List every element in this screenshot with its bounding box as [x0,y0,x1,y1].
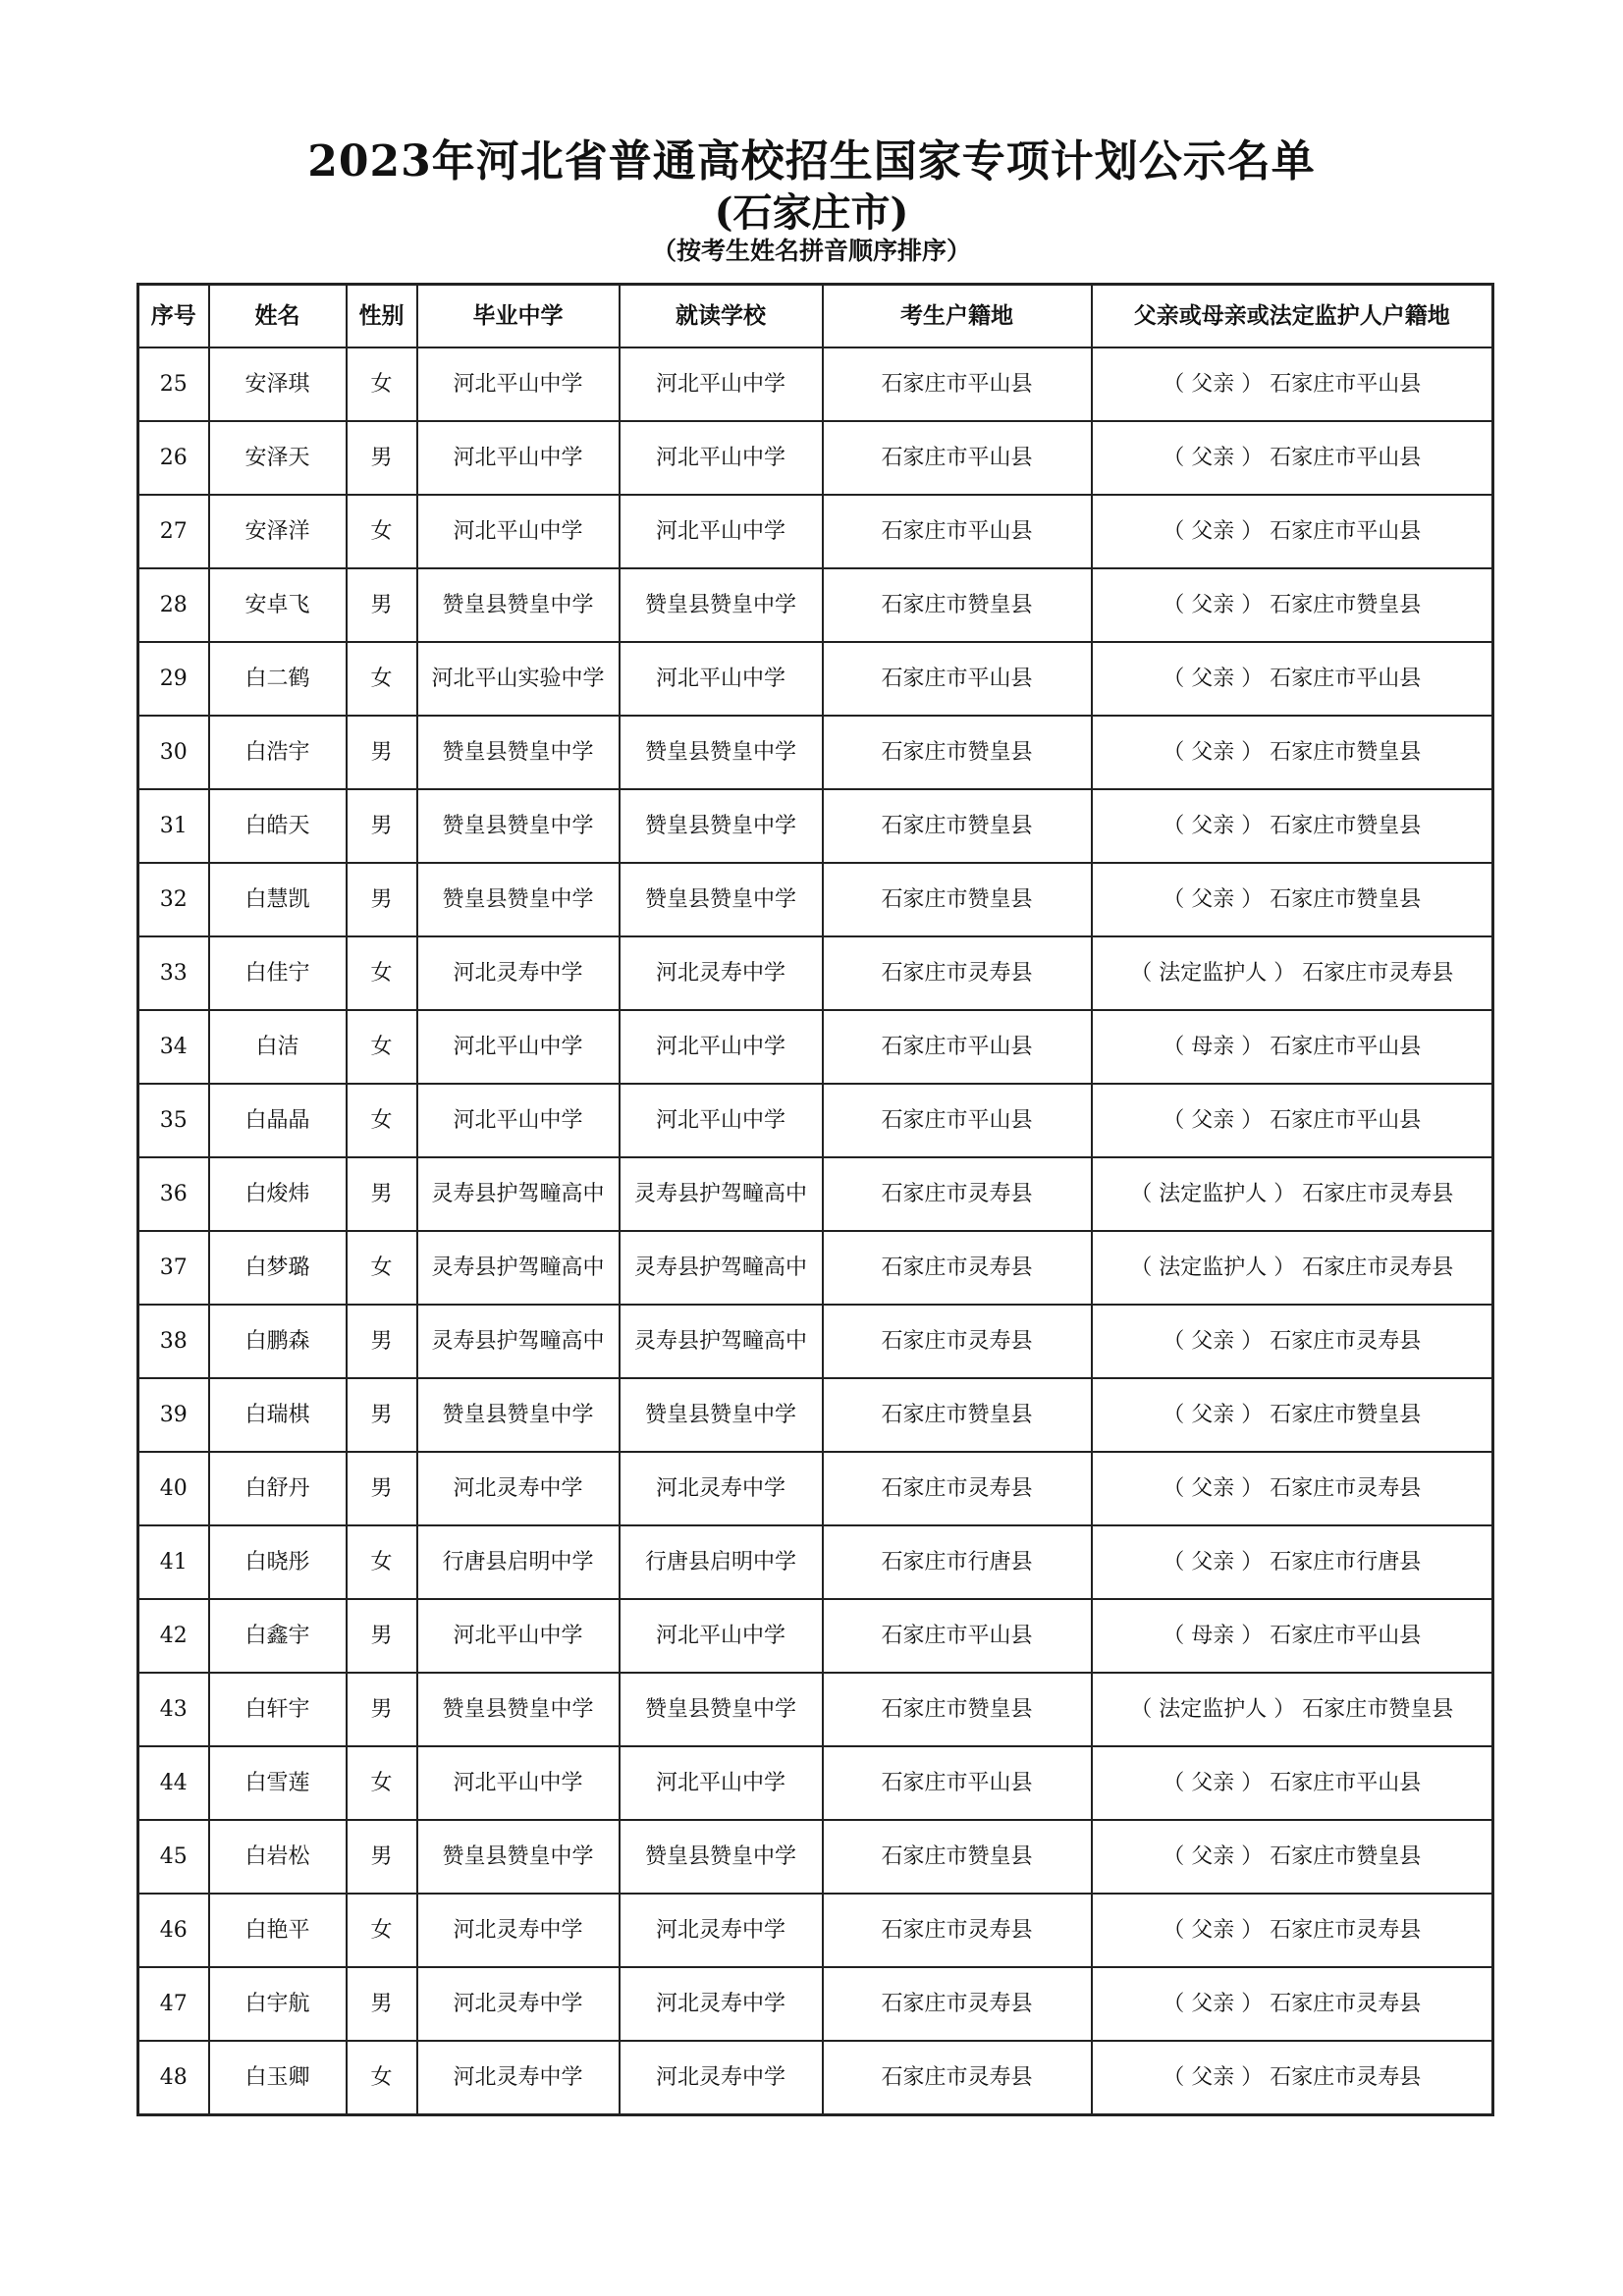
cell-guardian-household: （ 法定监护人 ） 石家庄市灵寿县 [1092,1157,1493,1231]
header-gender: 性别 [347,285,417,348]
cell-guardian-household: （ 父亲 ） 石家庄市灵寿县 [1092,1452,1493,1525]
cell-guardian-household: （ 法定监护人 ） 石家庄市灵寿县 [1092,936,1493,1010]
cell-gender: 男 [347,716,417,789]
cell-household: 石家庄市灵寿县 [823,1305,1092,1378]
cell-graduated-school: 河北平山中学 [417,1746,620,1820]
cell-seq: 45 [138,1820,209,1894]
cell-guardian-household: （ 父亲 ） 石家庄市平山县 [1092,495,1493,568]
document-subtitle: (石家庄市) [714,189,909,236]
cell-graduated-school: 河北平山中学 [417,1599,620,1673]
cell-guardian-household: （ 父亲 ） 石家庄市赞皇县 [1092,863,1493,936]
cell-seq: 30 [138,716,209,789]
table-row [138,936,1493,1010]
cell-gender: 女 [347,642,417,716]
cell-guardian-household: （ 父亲 ） 石家庄市灵寿县 [1092,1967,1493,2041]
cell-graduated-school: 河北灵寿中学 [417,1894,620,1967]
cell-name: 安泽琪 [209,347,347,421]
cell-current-school: 河北灵寿中学 [620,2041,823,2115]
cell-current-school: 河北平山中学 [620,1746,823,1820]
cell-name: 白瑞棋 [209,1378,347,1452]
table-row [138,1894,1493,1967]
header-current-school: 就读学校 [620,285,823,348]
cell-name: 白浩宇 [209,716,347,789]
table-row [138,642,1493,716]
cell-household: 石家庄市平山县 [823,347,1092,421]
table-row [138,1084,1493,1157]
cell-current-school: 赞皇县赞皇中学 [620,1673,823,1746]
cell-household: 石家庄市行唐县 [823,1525,1092,1599]
cell-household: 石家庄市平山县 [823,1746,1092,1820]
table-row [138,1378,1493,1452]
cell-name: 白梦璐 [209,1231,347,1305]
cell-gender: 女 [347,1231,417,1305]
cell-household: 石家庄市赞皇县 [823,716,1092,789]
cell-household: 石家庄市灵寿县 [823,1452,1092,1525]
cell-current-school: 赞皇县赞皇中学 [620,568,823,642]
cell-name: 安卓飞 [209,568,347,642]
cell-seq: 27 [138,495,209,568]
cell-current-school: 河北灵寿中学 [620,1452,823,1525]
cell-gender: 女 [347,936,417,1010]
cell-gender: 男 [347,1599,417,1673]
header-row [138,285,1493,348]
cell-name: 白焌炜 [209,1157,347,1231]
cell-name: 白佳宁 [209,936,347,1010]
cell-household: 石家庄市赞皇县 [823,789,1092,863]
cell-seq: 43 [138,1673,209,1746]
cell-gender: 男 [347,1673,417,1746]
cell-name: 白轩宇 [209,1673,347,1746]
cell-household: 石家庄市灵寿县 [823,1894,1092,1967]
cell-graduated-school: 河北平山中学 [417,421,620,495]
cell-gender: 男 [347,568,417,642]
cell-seq: 42 [138,1599,209,1673]
cell-guardian-household: （ 父亲 ） 石家庄市赞皇县 [1092,1820,1493,1894]
cell-gender: 女 [347,1010,417,1084]
cell-gender: 女 [347,1525,417,1599]
cell-guardian-household: （ 法定监护人 ） 石家庄市灵寿县 [1092,1231,1493,1305]
cell-seq: 35 [138,1084,209,1157]
cell-name: 白宇航 [209,1967,347,2041]
cell-current-school: 河北平山中学 [620,1010,823,1084]
cell-seq: 33 [138,936,209,1010]
table-row [138,421,1493,495]
cell-gender: 男 [347,1820,417,1894]
header-household: 考生户籍地 [823,285,1092,348]
cell-seq: 41 [138,1525,209,1599]
cell-seq: 46 [138,1894,209,1967]
cell-guardian-household: （ 父亲 ） 石家庄市灵寿县 [1092,1894,1493,1967]
cell-seq: 40 [138,1452,209,1525]
cell-gender: 男 [347,421,417,495]
cell-gender: 女 [347,2041,417,2115]
cell-household: 石家庄市平山县 [823,1010,1092,1084]
cell-graduated-school: 河北灵寿中学 [417,2041,620,2115]
cell-seq: 47 [138,1967,209,2041]
cell-gender: 男 [347,1967,417,2041]
cell-graduated-school: 赞皇县赞皇中学 [417,568,620,642]
cell-seq: 39 [138,1378,209,1452]
cell-graduated-school: 河北灵寿中学 [417,936,620,1010]
table-row [138,568,1493,642]
cell-guardian-household: （ 父亲 ） 石家庄市平山县 [1092,642,1493,716]
cell-seq: 34 [138,1010,209,1084]
table-row [138,1599,1493,1673]
cell-graduated-school: 赞皇县赞皇中学 [417,789,620,863]
cell-graduated-school: 灵寿县护驾疃高中 [417,1231,620,1305]
cell-name: 白艳平 [209,1894,347,1967]
roster-table [136,283,1494,2116]
cell-gender: 女 [347,347,417,421]
cell-graduated-school: 灵寿县护驾疃高中 [417,1157,620,1231]
cell-seq: 29 [138,642,209,716]
cell-gender: 女 [347,1746,417,1820]
cell-graduated-school: 行唐县启明中学 [417,1525,620,1599]
cell-graduated-school: 赞皇县赞皇中学 [417,1378,620,1452]
cell-guardian-household: （ 父亲 ） 石家庄市赞皇县 [1092,716,1493,789]
cell-household: 石家庄市赞皇县 [823,1673,1092,1746]
cell-graduated-school: 河北平山中学 [417,495,620,568]
sort-note: （按考生姓名拼音顺序排序） [651,237,971,265]
cell-household: 石家庄市平山县 [823,495,1092,568]
cell-household: 石家庄市赞皇县 [823,568,1092,642]
cell-seq: 31 [138,789,209,863]
cell-name: 白晓彤 [209,1525,347,1599]
cell-current-school: 灵寿县护驾疃高中 [620,1231,823,1305]
cell-current-school: 河北灵寿中学 [620,936,823,1010]
cell-current-school: 河北平山中学 [620,1084,823,1157]
cell-graduated-school: 河北平山中学 [417,1084,620,1157]
cell-household: 石家庄市赞皇县 [823,1820,1092,1894]
cell-seq: 32 [138,863,209,936]
table-row [138,495,1493,568]
cell-household: 石家庄市灵寿县 [823,936,1092,1010]
cell-guardian-household: （ 父亲 ） 石家庄市平山县 [1092,421,1493,495]
cell-seq: 28 [138,568,209,642]
cell-gender: 男 [347,1452,417,1525]
cell-current-school: 赞皇县赞皇中学 [620,789,823,863]
cell-household: 石家庄市赞皇县 [823,1378,1092,1452]
cell-name: 白慧凯 [209,863,347,936]
cell-current-school: 赞皇县赞皇中学 [620,1820,823,1894]
cell-name: 白皓天 [209,789,347,863]
cell-seq: 26 [138,421,209,495]
cell-seq: 48 [138,2041,209,2115]
cell-gender: 女 [347,1894,417,1967]
cell-current-school: 河北平山中学 [620,495,823,568]
cell-name: 白鑫宇 [209,1599,347,1673]
cell-current-school: 河北平山中学 [620,347,823,421]
cell-guardian-household: （ 父亲 ） 石家庄市赞皇县 [1092,568,1493,642]
table-row [138,1452,1493,1525]
cell-guardian-household: （ 母亲 ） 石家庄市平山县 [1092,1599,1493,1673]
header-guardian-household: 父亲或母亲或法定监护人户籍地 [1092,285,1493,348]
cell-guardian-household: （ 父亲 ） 石家庄市平山县 [1092,1746,1493,1820]
cell-name: 白二鹤 [209,642,347,716]
cell-graduated-school: 灵寿县护驾疃高中 [417,1305,620,1378]
cell-household: 石家庄市平山县 [823,1084,1092,1157]
cell-graduated-school: 河北平山中学 [417,347,620,421]
header-name: 姓名 [209,285,347,348]
header-graduated-school: 毕业中学 [417,285,620,348]
cell-household: 石家庄市平山县 [823,1599,1092,1673]
table-row [138,1746,1493,1820]
cell-name: 白岩松 [209,1820,347,1894]
cell-name: 白玉卿 [209,2041,347,2115]
cell-household: 石家庄市灵寿县 [823,1231,1092,1305]
cell-current-school: 灵寿县护驾疃高中 [620,1157,823,1231]
table-row [138,1010,1493,1084]
document-title: 2023年河北省普通高校招生国家专项计划公示名单 [307,136,1316,187]
cell-household: 石家庄市平山县 [823,642,1092,716]
cell-current-school: 河北平山中学 [620,421,823,495]
cell-graduated-school: 河北灵寿中学 [417,1452,620,1525]
cell-seq: 36 [138,1157,209,1231]
table-row [138,863,1493,936]
cell-graduated-school: 赞皇县赞皇中学 [417,863,620,936]
table-row [138,1525,1493,1599]
cell-gender: 女 [347,1084,417,1157]
table-row [138,789,1493,863]
cell-current-school: 河北灵寿中学 [620,1894,823,1967]
table-body [138,347,1493,2115]
cell-name: 白鹏森 [209,1305,347,1378]
cell-guardian-household: （ 父亲 ） 石家庄市平山县 [1092,1084,1493,1157]
cell-guardian-household: （ 父亲 ） 石家庄市灵寿县 [1092,1305,1493,1378]
cell-current-school: 行唐县启明中学 [620,1525,823,1599]
cell-graduated-school: 赞皇县赞皇中学 [417,716,620,789]
table-row [138,1157,1493,1231]
cell-current-school: 河北平山中学 [620,1599,823,1673]
cell-name: 白晶晶 [209,1084,347,1157]
cell-graduated-school: 河北灵寿中学 [417,1967,620,2041]
cell-name: 白洁 [209,1010,347,1084]
cell-household: 石家庄市灵寿县 [823,1967,1092,2041]
cell-gender: 男 [347,789,417,863]
cell-household: 石家庄市灵寿县 [823,1157,1092,1231]
cell-name: 安泽洋 [209,495,347,568]
cell-household: 石家庄市赞皇县 [823,863,1092,936]
cell-gender: 男 [347,1157,417,1231]
table-row [138,1231,1493,1305]
cell-gender: 男 [347,1378,417,1452]
cell-name: 白雪莲 [209,1746,347,1820]
cell-gender: 男 [347,1305,417,1378]
table-row [138,1967,1493,2041]
cell-seq: 25 [138,347,209,421]
cell-guardian-household: （ 法定监护人 ） 石家庄市赞皇县 [1092,1673,1493,1746]
cell-seq: 37 [138,1231,209,1305]
cell-graduated-school: 赞皇县赞皇中学 [417,1820,620,1894]
cell-guardian-household: （ 父亲 ） 石家庄市行唐县 [1092,1525,1493,1599]
cell-current-school: 赞皇县赞皇中学 [620,863,823,936]
table-row [138,1305,1493,1378]
cell-graduated-school: 河北平山中学 [417,1010,620,1084]
table-row [138,1673,1493,1746]
cell-guardian-household: （ 母亲 ） 石家庄市平山县 [1092,1010,1493,1084]
cell-household: 石家庄市平山县 [823,421,1092,495]
header-seq: 序号 [138,285,209,348]
cell-current-school: 赞皇县赞皇中学 [620,716,823,789]
cell-current-school: 河北平山中学 [620,642,823,716]
table-row [138,347,1493,421]
cell-guardian-household: （ 父亲 ） 石家庄市平山县 [1092,347,1493,421]
cell-guardian-household: （ 父亲 ） 石家庄市赞皇县 [1092,789,1493,863]
cell-guardian-household: （ 父亲 ） 石家庄市灵寿县 [1092,2041,1493,2115]
cell-gender: 男 [347,863,417,936]
table-row [138,2041,1493,2115]
cell-guardian-household: （ 父亲 ） 石家庄市赞皇县 [1092,1378,1493,1452]
table-row [138,1820,1493,1894]
cell-name: 白舒丹 [209,1452,347,1525]
table-row [138,716,1493,789]
cell-current-school: 赞皇县赞皇中学 [620,1378,823,1452]
cell-household: 石家庄市灵寿县 [823,2041,1092,2115]
cell-seq: 38 [138,1305,209,1378]
cell-current-school: 河北灵寿中学 [620,1967,823,2041]
cell-current-school: 灵寿县护驾疃高中 [620,1305,823,1378]
table-header [138,285,1493,348]
cell-graduated-school: 河北平山实验中学 [417,642,620,716]
cell-gender: 女 [347,495,417,568]
cell-seq: 44 [138,1746,209,1820]
cell-name: 安泽天 [209,421,347,495]
cell-graduated-school: 赞皇县赞皇中学 [417,1673,620,1746]
